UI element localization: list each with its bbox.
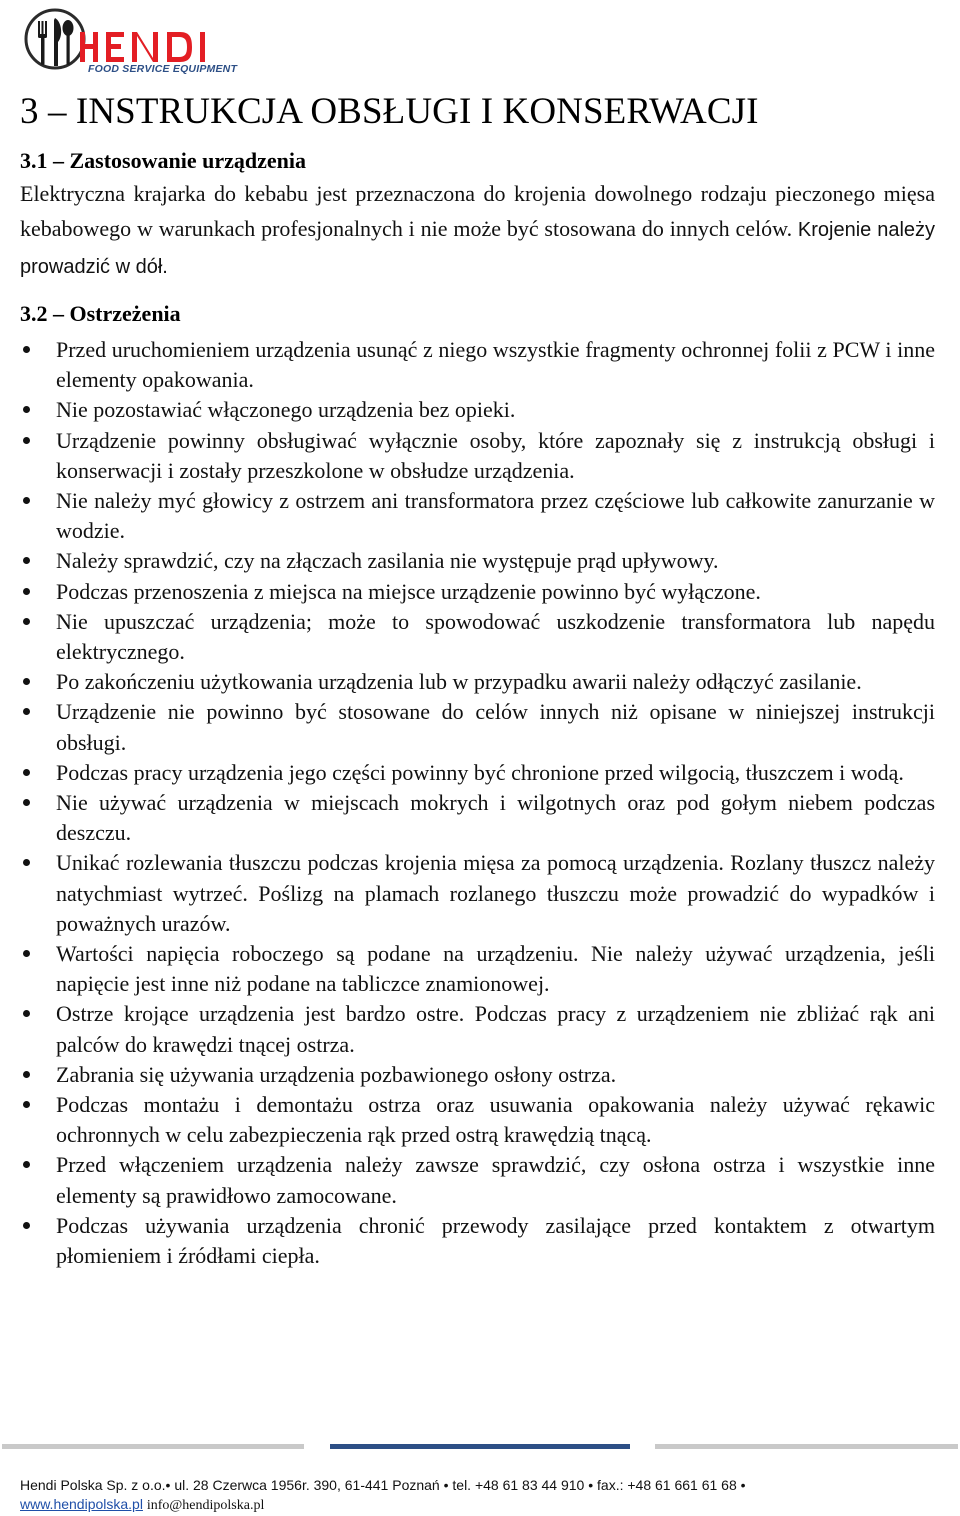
- footer-contact: [20, 1495, 950, 1515]
- list-item-text: Przed uruchomieniem urządzenia usunąć z niego wszystkie fragmenty ochronnej folii z PCW i inne elementy opakowania.: [56, 337, 935, 393]
- bullet-icon: [23, 406, 30, 413]
- bullet-icon: [23, 1161, 30, 1168]
- footer-divider-segment-right: [655, 1444, 958, 1449]
- bullet-icon: [23, 769, 30, 776]
- list-item-text: Nie pozostawiać włączonego urządzenia bez opieki.: [56, 397, 516, 423]
- list-item: [20, 758, 935, 788]
- list-item-text: Ostrze krojące urządzenia jest bardzo ostre. Podczas pracy z urządzeniem nie zbliżać rąk ani palców do krawędzi tnącej ostrza.: [56, 1001, 935, 1057]
- bullet-icon: [23, 557, 30, 564]
- list-item-text: Należy sprawdzić, czy na złączach zasilania nie występuje prąd upływowy.: [56, 548, 719, 574]
- document-body: [20, 90, 935, 1271]
- bullet-icon: [23, 708, 30, 715]
- list-item-text: Wartości napięcia roboczego są podane na urządzeniu. Nie należy używać urządzenia, jeśli napięcie jest inne niż podane na tabliczce znamionowej.: [56, 941, 935, 997]
- list-item: [20, 607, 935, 667]
- email-link[interactable]: info@hendipolska.pl: [146, 1498, 265, 1513]
- list-item: [20, 1150, 935, 1210]
- warnings-list: [20, 335, 935, 1271]
- bullet-icon: [23, 1101, 30, 1108]
- list-item: [20, 1090, 935, 1150]
- list-item-text: Po zakończeniu użytkowania urządzenia lub w przypadku awarii należy odłączyć zasilanie.: [56, 669, 862, 695]
- list-item: [20, 577, 935, 607]
- list-item-text: Podczas montażu i demontażu ostrza oraz usuwania opakowania należy używać rękawic ochronnych w celu zabezpieczenia rąk przed ostrą krawędzią tnącą.: [56, 1092, 935, 1148]
- footer-divider-segment-left: [2, 1444, 304, 1449]
- bullet-icon: [23, 437, 30, 444]
- list-item-text: Podczas używania urządzenia chronić przewody zasilające przed kontaktem z otwartym płomieniem i źródłami ciepła.: [56, 1212, 935, 1269]
- list-item: [20, 335, 935, 395]
- bullet-icon: [23, 678, 30, 685]
- bullet-icon: [23, 588, 30, 595]
- list-item: [20, 1060, 935, 1090]
- list-item-text: Nie upuszczać urządzenia; może to spowodować uszkodzenie transformatora lub napędu elektrycznego.: [56, 608, 935, 665]
- section-title-usage: 3.1 – Zastosowanie urządzenia: [20, 148, 306, 173]
- website-link[interactable]: www.hendipolska.pl: [20, 1496, 143, 1512]
- list-item-text: Nie należy myć głowicy z ostrzem ani transformatora przez częściowe lub całkowite zanurzanie w wodzie.: [56, 488, 935, 544]
- list-item-text: Urządzenie nie powinno być stosowane do celów innych niż opisane w niniejszej instrukcji obsługi.: [56, 699, 935, 755]
- hendi-logo: [22, 6, 248, 78]
- bullet-icon: [23, 618, 30, 625]
- usage-paragraph: [20, 176, 935, 285]
- list-item-text: Nie używać urządzenia w miejscach mokrych i wilgotnych oraz pod gołym niebem podczas deszczu.: [56, 790, 935, 846]
- footer-divider-segment-center: [330, 1444, 630, 1449]
- list-item: [20, 546, 935, 576]
- list-item: [20, 999, 935, 1059]
- footer-divider: [0, 1444, 960, 1450]
- bullet-icon: [23, 346, 30, 353]
- list-item-text: Podczas pracy urządzenia jego części powinny być chronione przed wilgocią, tłuszczem i wodą.: [56, 759, 904, 785]
- bullet-icon: [23, 497, 30, 504]
- list-item: [20, 667, 935, 697]
- usage-text-cutting-direction: Krojenie należy prowadzić w dół.: [20, 219, 936, 278]
- bullet-icon: [23, 859, 30, 866]
- bullet-icon: [23, 1010, 30, 1017]
- footer-company-info: Hendi Polska Sp. z o.o.• ul. 28 Czerwca 1956r. 390, 61-441 Poznań • tel. +48 61 83 44 910 • fax.: +48 61 661 61 68 •: [20, 1477, 746, 1493]
- chapter-title: 3 – INSTRUKCJA OBSŁUGI I KONSERWACJI: [20, 91, 759, 132]
- bullet-icon: [23, 799, 30, 806]
- list-item: [20, 395, 935, 425]
- list-item: [20, 1211, 935, 1271]
- bullet-icon: [23, 950, 30, 957]
- list-item-text: Zabrania się używania urządzenia pozbawionego osłony ostrza.: [56, 1061, 617, 1087]
- list-item-text: Podczas przenoszenia z miejsca na miejsce urządzenie powinno być wyłączone.: [56, 578, 761, 604]
- list-item: [20, 697, 935, 757]
- list-item: [20, 788, 935, 848]
- bullet-icon: [23, 1071, 30, 1078]
- list-item-text: Urządzenie powinny obsługiwać wyłącznie osoby, które zapoznały się z instrukcją obsługi i konserwacji i zostały przeszkolone w obsłudze urządzenia.: [56, 427, 935, 483]
- logo-tagline: FOOD SERVICE EQUIPMENT: [88, 63, 238, 75]
- list-item-text: Unikać rozlewania tłuszczu podczas krojenia mięsa za pomocą urządzenia. Rozlany tłuszcz należy natychmiast wytrzeć. Poślizg na plamach rozlanego tłuszczu może prowadzić do wypadków i poważnych urazów.: [56, 850, 935, 936]
- list-item: [20, 939, 935, 999]
- list-item: [20, 486, 935, 546]
- page-footer: [20, 1476, 950, 1515]
- list-item: [20, 426, 935, 486]
- list-item-text: Przed włączeniem urządzenia należy zawsze sprawdzić, czy osłona ostrza i wszystkie inne elementy są prawidłowo zamocowane.: [56, 1152, 935, 1208]
- section-title-warnings: 3.2 – Ostrzeżenia: [20, 301, 181, 326]
- usage-text: Elektryczna krajarka do kebabu jest przeznaczona do krojenia dowolnego rodzaju pieczonego mięsa kebabowego w warunkach profesjonalnych i nie może być stosowana do innych celów.: [20, 181, 935, 241]
- list-item: [20, 848, 935, 939]
- bullet-icon: [23, 1222, 30, 1229]
